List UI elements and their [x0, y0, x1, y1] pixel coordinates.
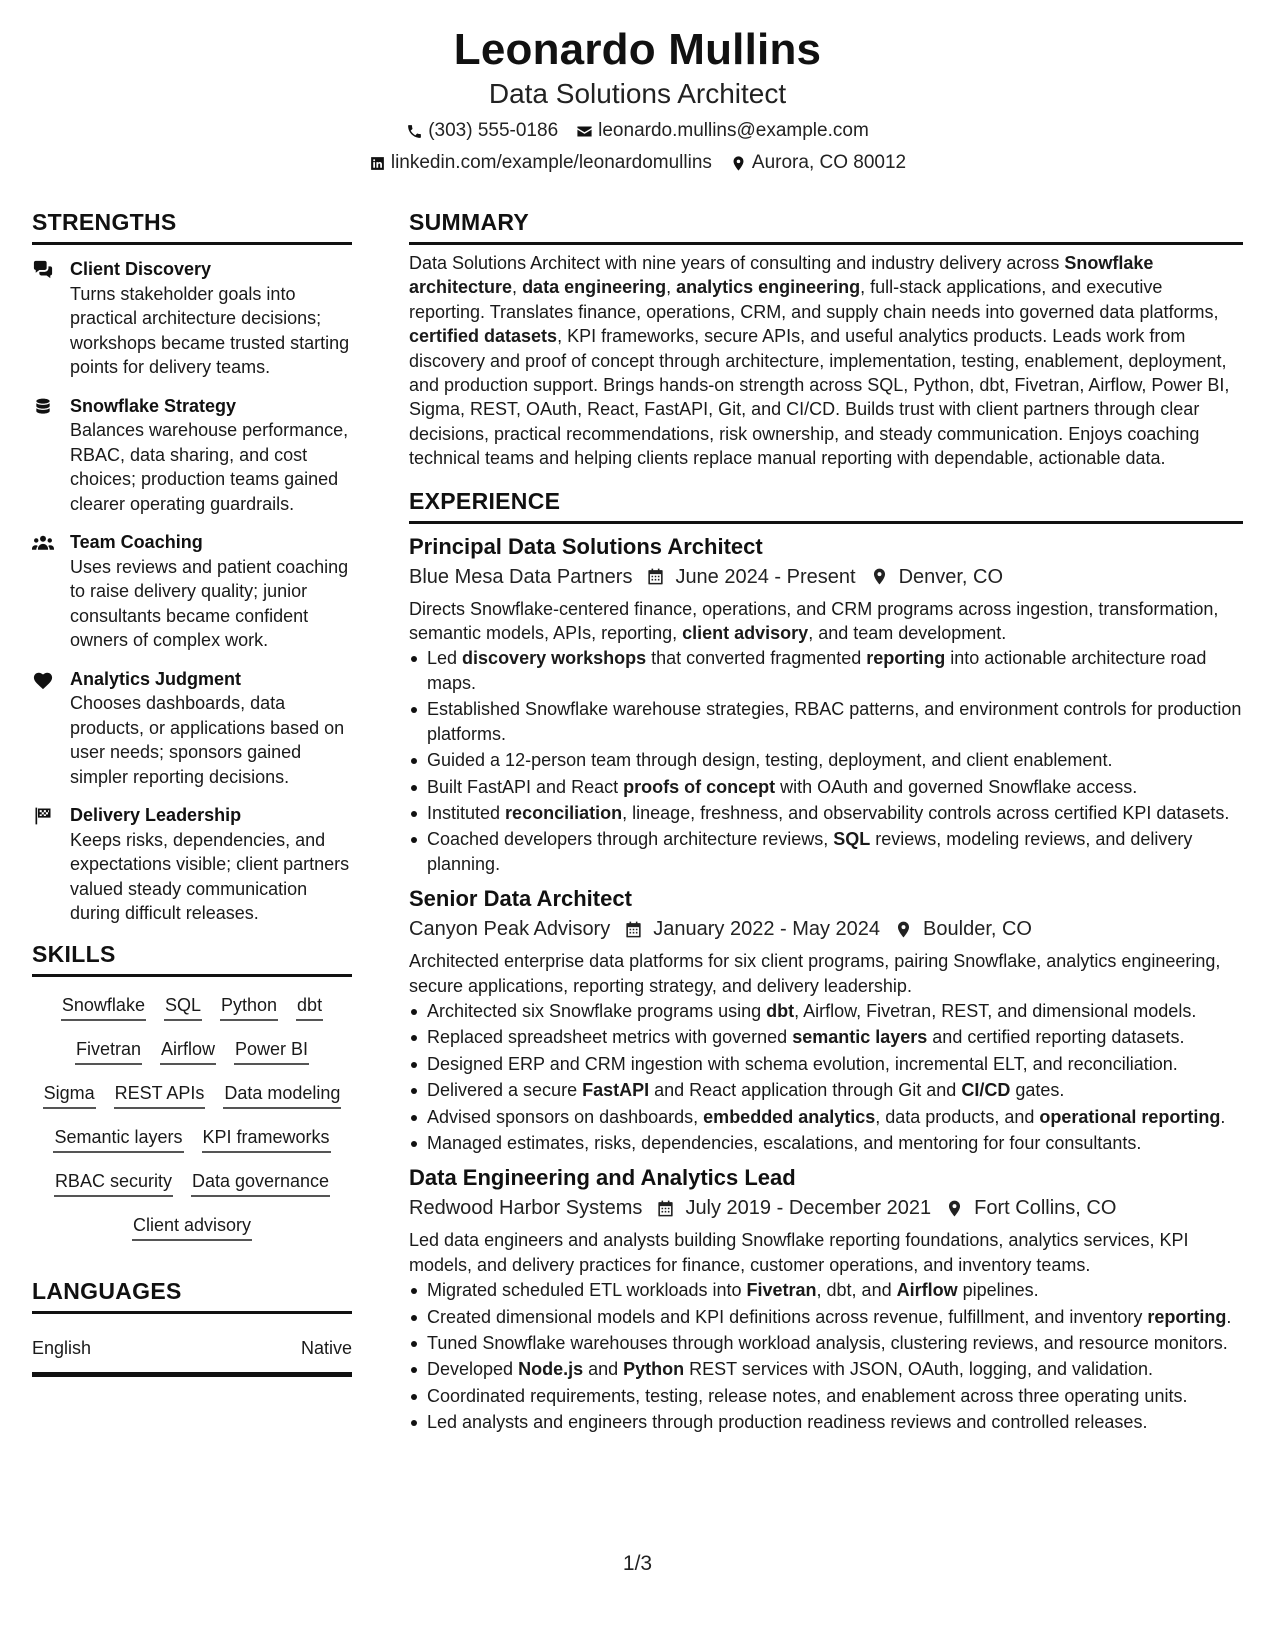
- job-bullet: Tuned Snowflake warehouses through workload analysis, clustering reviews, and resource monitors.: [409, 1331, 1243, 1355]
- language-level: Native: [300, 1337, 352, 1358]
- skill-tag: SQL: [164, 993, 202, 1021]
- strength-item: [32, 530, 352, 653]
- strength-heading: Analytics Judgment: [70, 668, 242, 689]
- job-description: Architected enterprise data platforms for six client programs, pairing Snowflake, analytics engineering, secure applications, reporting strategy, and delivery leadership.: [409, 951, 1221, 996]
- strength-heading: Team Coaching: [70, 532, 203, 552]
- contact-row-2: [0, 151, 1275, 175]
- skill-tag: Semantic layers: [53, 1125, 183, 1153]
- job-description: Directs Snowflake-centered finance, operations, and CRM programs across ingestion, transformation, semantic models, APIs, reporting, client advisory, and team development.: [409, 598, 1219, 644]
- map-pin-icon: [894, 920, 913, 939]
- skill-tag: REST APIs: [114, 1081, 206, 1109]
- skill-row: [32, 1213, 352, 1241]
- job-bullet: Migrated scheduled ETL workloads into Fivetran, dbt, and Airflow pipelines.: [409, 1278, 1243, 1302]
- users-icon: [32, 533, 54, 553]
- heart-icon: [32, 670, 54, 690]
- job-meta: [409, 915, 1243, 943]
- strengths-title: STRENGTHS: [32, 208, 352, 245]
- envelope-icon: [576, 123, 593, 140]
- strength-description: Uses reviews and patient coaching to raise delivery quality; junior consultants became confident owners of complex work.: [70, 556, 349, 650]
- job-description: Led data engineers and analysts building Snowflake reporting foundations, analytics services, KPI models, and delivery practices for finance, customer operations, and inventory teams.: [409, 1230, 1189, 1275]
- skill-row: [32, 993, 352, 1021]
- job-bullet: Instituted reconciliation, lineage, freshness, and observability controls across certified KPI datasets.: [409, 801, 1243, 825]
- job-bullet: Guided a 12-person team through design, testing, deployment, and client enablement.: [409, 748, 1243, 772]
- experience-list: [409, 532, 1243, 1435]
- strength-item: [32, 257, 352, 380]
- phone-contact[interactable]: [406, 119, 558, 143]
- experience-title: EXPERIENCE: [409, 487, 1243, 524]
- linkedin-contact[interactable]: [369, 151, 712, 175]
- strength-heading: Delivery Leadership: [70, 805, 242, 825]
- skills-title: SKILLS: [32, 940, 352, 977]
- candidate-name: Leonardo Mullins: [453, 25, 822, 74]
- skill-row: [32, 1037, 352, 1065]
- summary-text: Data Solutions Architect with nine years of consulting and industry delivery across Snowflake architecture, data engineering, analytics engineering, full-stack applications, and executive reporting. Translates finance, operations, CRM, and supply chain needs into governed data platforms, certified datasets, KPI frameworks, secure APIs, and useful analytics products. Leads work from discovery and proof of concept through architecture, implementation, testing, enablement, deployment, and production support. Brings hands-on strength across SQL, Python, dbt, Fivetran, Airflow, Power BI, Sigma, REST, OAuth, React, FastAPI, Git, and CI/CD. Builds trust with client partners through clear decisions, practical recommendations, risk ownership, and steady communication. Enjoys coaching technical teams and helping clients replace manual reporting with dependable, actionable data.: [409, 253, 1230, 469]
- calendar-icon: [646, 567, 665, 586]
- right-column: [409, 208, 1243, 1437]
- job-bullet: Designed ERP and CRM ingestion with schema evolution, incremental ELT, and reconciliation.: [409, 1052, 1243, 1076]
- skill-tag: Client advisory: [132, 1213, 252, 1241]
- job-bullet: Developed Node.js and Python REST services with JSON, OAuth, logging, and validation.: [409, 1357, 1243, 1381]
- job-location-text: Fort Collins, CO: [974, 1197, 1117, 1220]
- map-pin-icon: [730, 155, 747, 172]
- job-bullet: Advised sponsors on dashboards, embedded analytics, data products, and operational reporting.: [409, 1105, 1243, 1129]
- location-contact: [730, 151, 906, 175]
- job-bullets: [409, 1278, 1243, 1434]
- contact-row-1: [0, 119, 1275, 143]
- job-title: Senior Data Architect: [409, 886, 632, 912]
- phone-text: (303) 555-0186: [428, 120, 559, 141]
- email-text: leonardo.mullins@example.com: [598, 120, 869, 141]
- job-company: Canyon Peak Advisory: [409, 918, 611, 941]
- skill-tag: Power BI: [234, 1037, 309, 1065]
- database-icon: [32, 397, 54, 417]
- strength-heading: Snowflake Strategy: [70, 395, 237, 416]
- job-company: Redwood Harbor Systems: [409, 1197, 643, 1220]
- job-bullet: Led discovery workshops that converted fragmented reporting into actionable architecture road maps.: [409, 646, 1243, 695]
- job-dates: [646, 563, 855, 591]
- job-bullet: Managed estimates, risks, dependencies, escalations, and mentoring for four consultants.: [409, 1131, 1243, 1155]
- calendar-icon: [656, 1199, 675, 1218]
- language-name: English: [32, 1337, 92, 1358]
- map-pin-icon: [870, 567, 889, 586]
- job-bullet: Coached developers through architecture reviews, SQL reviews, modeling reviews, and delivery planning.: [409, 827, 1243, 876]
- job-entry: [409, 884, 1243, 1155]
- job-bullet: Established Snowflake warehouse strategies, RBAC patterns, and environment controls for production platforms.: [409, 697, 1243, 746]
- job-bullet: Built FastAPI and React proofs of concept with OAuth and governed Snowflake access.: [409, 775, 1243, 799]
- strength-description: Balances warehouse performance, RBAC, data sharing, and cost choices; production teams gained clearer operating guardrails.: [70, 420, 349, 514]
- job-dates-text: June 2024 - Present: [675, 565, 856, 588]
- linkedin-text: linkedin.com/example/leonardomullins: [390, 152, 712, 173]
- skill-tag: Sigma: [43, 1081, 96, 1109]
- job-entry: [409, 532, 1243, 876]
- job-bullet: Architected six Snowflake programs using dbt, Airflow, Fivetran, REST, and dimensional models.: [409, 999, 1243, 1023]
- phone-icon: [406, 123, 423, 140]
- strengths-list: [32, 257, 352, 926]
- languages-title: LANGUAGES: [32, 1277, 352, 1314]
- strength-description: Turns stakeholder goals into practical architecture decisions; workshops became trusted starting points for delivery teams.: [70, 283, 350, 377]
- job-dates: [624, 915, 880, 943]
- job-bullet: Led analysts and engineers through production readiness reviews and controlled releases.: [409, 1410, 1243, 1434]
- job-location: [945, 1194, 1116, 1222]
- skill-row: [32, 1125, 352, 1153]
- skill-row: [32, 1169, 352, 1197]
- job-dates-text: July 2019 - December 2021: [685, 1197, 932, 1220]
- skill-tag: RBAC security: [54, 1169, 173, 1197]
- strength-item: [32, 394, 352, 517]
- skill-tag: Data governance: [191, 1169, 330, 1197]
- strength-item: [32, 667, 352, 790]
- strength-heading: Client Discovery: [70, 259, 212, 279]
- job-location-text: Denver, CO: [898, 565, 1004, 588]
- job-location: [894, 915, 1032, 943]
- job-dates-text: January 2022 - May 2024: [653, 918, 881, 941]
- strength-description: Chooses dashboards, data products, or applications based on user needs; sponsors gained simpler reporting decisions.: [70, 693, 345, 787]
- job-title: Data Engineering and Analytics Lead: [409, 1165, 796, 1191]
- skill-tag: Python: [220, 993, 278, 1021]
- job-bullet: Replaced spreadsheet metrics with governed semantic layers and certified reporting datasets.: [409, 1025, 1243, 1049]
- skill-tag: dbt: [296, 993, 323, 1021]
- job-bullet: Coordinated requirements, testing, release notes, and enablement across three operating units.: [409, 1384, 1243, 1408]
- skill-tag: Fivetran: [75, 1037, 142, 1065]
- strength-item: [32, 803, 352, 926]
- job-company: Blue Mesa Data Partners: [409, 565, 633, 588]
- job-location: [870, 563, 1003, 591]
- linkedin-icon: [369, 155, 386, 172]
- skill-tag: Snowflake: [61, 993, 146, 1021]
- flag-checkered-icon: [32, 806, 54, 826]
- location-text: Aurora, CO 80012: [751, 152, 907, 173]
- email-contact[interactable]: [576, 119, 869, 143]
- map-pin-icon: [945, 1199, 964, 1218]
- calendar-icon: [624, 920, 643, 939]
- language-row: [32, 1336, 352, 1377]
- left-column: [32, 208, 352, 1377]
- job-bullets: [409, 646, 1243, 876]
- skill-row: [32, 1081, 352, 1109]
- skill-tag: Airflow: [160, 1037, 216, 1065]
- job-bullet: Delivered a secure FastAPI and React application through Git and CI/CD gates.: [409, 1078, 1243, 1102]
- skills-list: [32, 993, 352, 1241]
- job-meta: [409, 563, 1243, 591]
- strength-description: Keeps risks, dependencies, and expectations visible; client partners valued steady communication during difficult releases.: [70, 829, 350, 923]
- job-meta: [409, 1194, 1243, 1222]
- page-number: 1/3: [622, 1552, 653, 1575]
- resume-header: [0, 24, 1275, 175]
- skill-tag: KPI frameworks: [202, 1125, 331, 1153]
- job-bullet: Created dimensional models and KPI definitions across revenue, fulfillment, and inventory reporting.: [409, 1305, 1243, 1329]
- job-bullets: [409, 999, 1243, 1155]
- job-dates: [656, 1194, 931, 1222]
- candidate-title: Data Solutions Architect: [488, 78, 787, 109]
- summary-title: SUMMARY: [409, 208, 1243, 245]
- chat-icon: [32, 260, 54, 280]
- job-entry: [409, 1163, 1243, 1434]
- job-title: Principal Data Solutions Architect: [409, 533, 763, 559]
- job-location-text: Boulder, CO: [923, 918, 1032, 941]
- skill-tag: Data modeling: [223, 1081, 341, 1109]
